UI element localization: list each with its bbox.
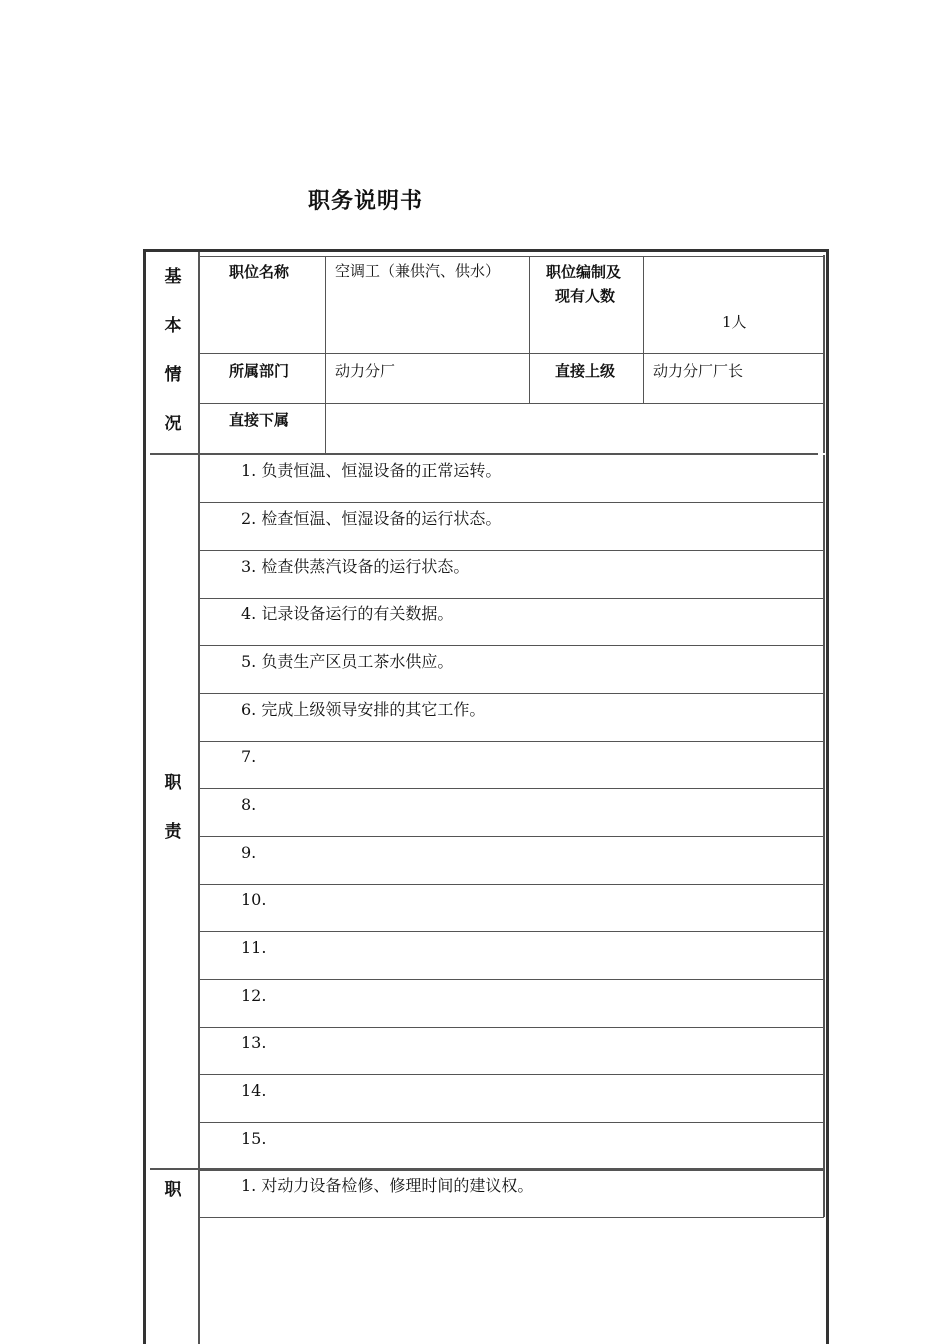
duty-row bbox=[200, 455, 824, 503]
duty-text: 3. 检查供蒸汽设备的运行状态。 bbox=[241, 557, 470, 576]
section-label-char: 基 bbox=[164, 267, 182, 287]
duty-row bbox=[200, 1123, 824, 1171]
position-name-value: 空调工（兼供汽、供水） bbox=[335, 262, 501, 280]
grid-line bbox=[643, 257, 644, 403]
duty-row bbox=[200, 598, 824, 646]
duty-row bbox=[200, 932, 824, 980]
grid-line bbox=[200, 256, 824, 257]
section-label-duties bbox=[147, 768, 199, 866]
supervisor-value: 动力分厂厂长 bbox=[653, 362, 744, 380]
grid-line bbox=[529, 257, 530, 403]
section-label-basic bbox=[147, 262, 199, 458]
duty-row bbox=[200, 741, 824, 789]
duty-row bbox=[200, 1075, 824, 1123]
supervisor-label: 直接上级 bbox=[555, 362, 616, 380]
duty-text: 4. 记录设备运行的有关数据。 bbox=[241, 604, 454, 623]
duty-text: 9. bbox=[241, 843, 257, 862]
duty-text: 8. bbox=[241, 795, 257, 814]
section-label-char: 职 bbox=[164, 773, 182, 793]
duty-text: 2. 检查恒温、恒湿设备的运行状态。 bbox=[241, 509, 502, 528]
duty-row bbox=[200, 837, 824, 885]
section-label-char: 情 bbox=[164, 365, 182, 385]
duty-text: 6. 完成上级领导安排的其它工作。 bbox=[241, 700, 486, 719]
duty-row bbox=[200, 503, 824, 551]
headcount-label-line1: 职位编制及 bbox=[546, 263, 622, 281]
position-name-label: 职位名称 bbox=[229, 263, 290, 281]
duty-text: 7. bbox=[241, 747, 257, 766]
subordinate-label: 直接下属 bbox=[229, 411, 290, 429]
duty-text: 1. 负责恒温、恒湿设备的正常运转。 bbox=[241, 461, 502, 480]
section-label-char: 责 bbox=[164, 822, 182, 842]
duty-row bbox=[200, 1027, 824, 1075]
grid-line bbox=[200, 403, 824, 404]
duty-text: 10. bbox=[241, 890, 267, 909]
section-label-char: 况 bbox=[164, 414, 182, 434]
authority-text: 1. 对动力设备检修、修理时间的建议权。 bbox=[241, 1176, 534, 1195]
duty-text: 15. bbox=[241, 1129, 267, 1148]
duty-text: 5. 负责生产区员工茶水供应。 bbox=[241, 652, 454, 671]
duty-row bbox=[200, 551, 824, 599]
document-title: 职务说明书 bbox=[308, 189, 424, 214]
section-label-authority: 职 bbox=[164, 1180, 182, 1200]
duty-text: 13. bbox=[241, 1033, 267, 1052]
grid-line bbox=[325, 257, 326, 453]
section-label-char: 本 bbox=[164, 316, 182, 336]
duty-text: 11. bbox=[241, 938, 267, 957]
authority-row bbox=[200, 1170, 824, 1218]
duty-row bbox=[200, 789, 824, 837]
grid-line bbox=[200, 353, 824, 354]
department-value: 动力分厂 bbox=[335, 362, 396, 380]
duty-row bbox=[200, 694, 824, 742]
duty-row bbox=[200, 646, 824, 694]
department-label: 所属部门 bbox=[229, 362, 290, 380]
grid-line bbox=[823, 255, 825, 453]
headcount-label-line2: 现有人数 bbox=[555, 287, 616, 305]
duty-text: 12. bbox=[241, 986, 267, 1005]
duty-text: 14. bbox=[241, 1081, 267, 1100]
duty-row bbox=[200, 980, 824, 1028]
headcount-value: 1人 bbox=[722, 313, 747, 331]
duty-row bbox=[200, 884, 824, 932]
